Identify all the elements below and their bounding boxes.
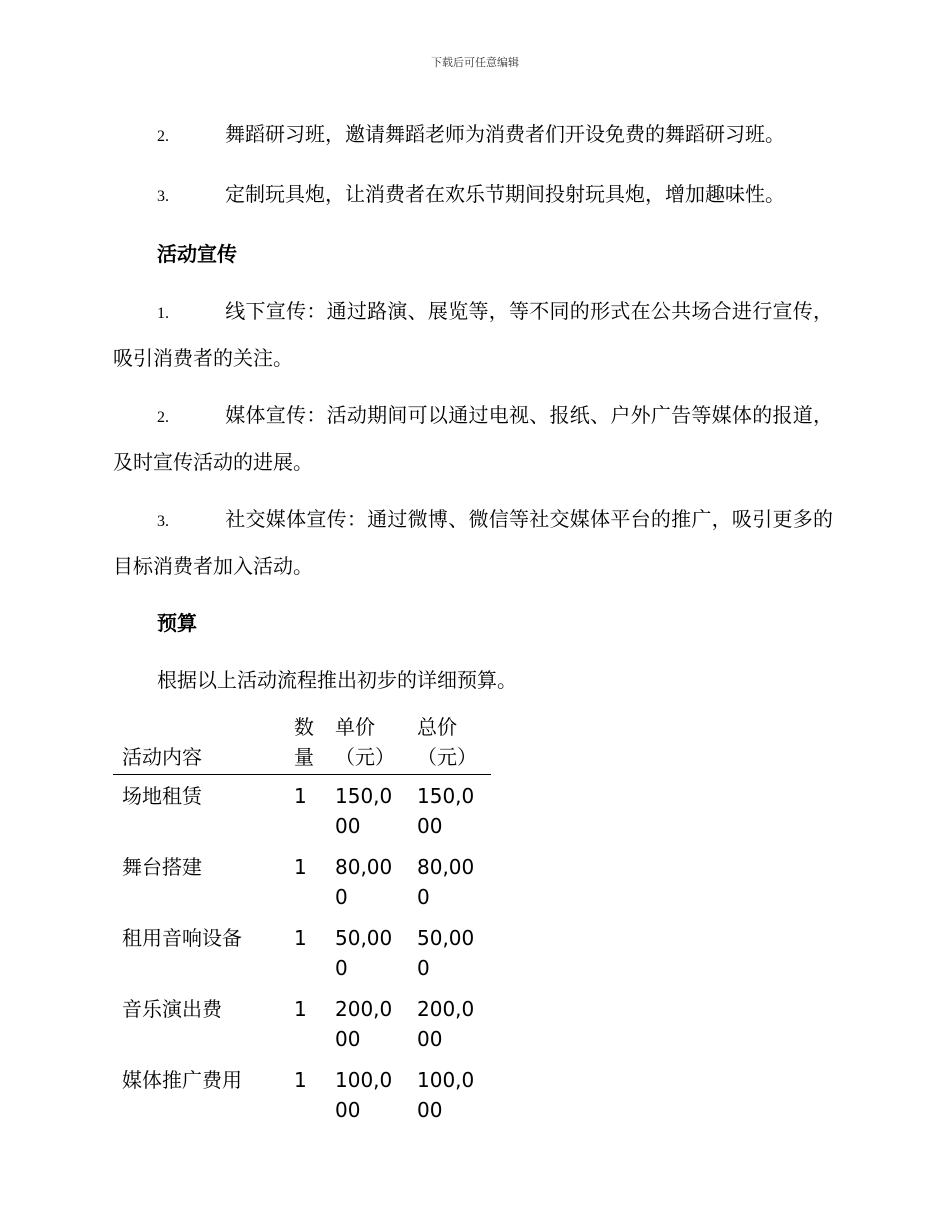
budget-intro: 根据以上活动流程推出初步的详细预算。: [157, 668, 517, 692]
cell-total-text: 50,000: [417, 926, 475, 980]
cell-item: 媒体推广费用: [122, 1068, 242, 1092]
column-header-qty: [294, 712, 335, 775]
cell-unit-price: [335, 1059, 417, 1130]
section-heading-budget: 预算: [157, 611, 197, 635]
budget-table: [113, 712, 491, 1130]
cell-total-text: 80,000: [417, 855, 475, 909]
cell-item: 音乐演出费: [122, 997, 222, 1021]
document-body: [113, 112, 833, 715]
column-header-total: [417, 712, 491, 775]
table-row: [113, 775, 491, 847]
list-item: [113, 393, 833, 484]
cell-total: [417, 775, 491, 847]
table-row: [113, 846, 491, 917]
list-text: 媒体宣传：活动期间可以通过电视、报纸、户外广告等媒体的报道，及时宣传活动的进展。: [113, 403, 833, 474]
cell-unit-price: [335, 917, 417, 988]
cell-qty: 1: [294, 997, 307, 1021]
cell-unit-price-text: 150,000: [335, 784, 393, 838]
cell-unit-price-text: 100,000: [335, 1068, 393, 1122]
cell-total: [417, 988, 491, 1059]
column-header-total-text: 总价（元）: [417, 715, 477, 769]
page-header: 下载后可任意编辑: [431, 56, 519, 69]
table-row: [113, 988, 491, 1059]
cell-total: [417, 1059, 491, 1130]
list-number: 1.: [157, 305, 169, 322]
list-item: [113, 497, 833, 588]
list-number: 3.: [157, 513, 169, 530]
table-header-row: [113, 712, 491, 775]
cell-total-text: 200,000: [417, 997, 475, 1051]
list-text: 定制玩具炮，让消费者在欢乐节期间投射玩具炮，增加趣味性。: [225, 182, 785, 206]
list-item: [113, 172, 833, 219]
table-row: [113, 1059, 491, 1130]
cell-unit-price-text: 50,000: [335, 926, 393, 980]
column-header-unit-price-text: 单价（元）: [335, 715, 395, 769]
cell-qty: 1: [294, 1068, 307, 1092]
cell-unit-price-text: 200,000: [335, 997, 393, 1051]
cell-unit-price: [335, 846, 417, 917]
cell-item: 租用音响设备: [122, 926, 242, 950]
column-header-item: 活动内容: [113, 712, 294, 775]
list-number: 3.: [157, 188, 169, 205]
cell-total: [417, 846, 491, 917]
list-text: 社交媒体宣传：通过微博、微信等社交媒体平台的推广，吸引更多的目标消费者加入活动。: [113, 507, 833, 578]
cell-unit-price-text: 80,000: [335, 855, 393, 909]
cell-qty: 1: [294, 926, 307, 950]
list-text: 舞蹈研习班，邀请舞蹈老师为消费者们开设免费的舞蹈研习班。: [225, 122, 785, 146]
column-header-qty-text: 数量: [294, 715, 314, 769]
cell-total-text: 150,000: [417, 784, 475, 838]
cell-item: 场地租赁: [122, 784, 202, 808]
cell-item: 舞台搭建: [122, 855, 202, 879]
column-header-unit-price: [335, 712, 417, 775]
cell-total: [417, 917, 491, 988]
cell-qty: 1: [294, 855, 307, 879]
section-heading-promotion: 活动宣传: [157, 242, 237, 266]
list-number: 2.: [157, 409, 169, 426]
list-text: 线下宣传：通过路演、展览等，等不同的形式在公共场合进行宣传，吸引消费者的关注。: [113, 299, 833, 370]
cell-total-text: 100,000: [417, 1068, 475, 1122]
cell-unit-price: [335, 988, 417, 1059]
list-number: 2.: [157, 128, 169, 145]
cell-qty: 1: [294, 784, 307, 808]
list-item: [113, 289, 833, 380]
cell-unit-price: [335, 775, 417, 847]
table-row: [113, 917, 491, 988]
list-item: [113, 112, 833, 159]
